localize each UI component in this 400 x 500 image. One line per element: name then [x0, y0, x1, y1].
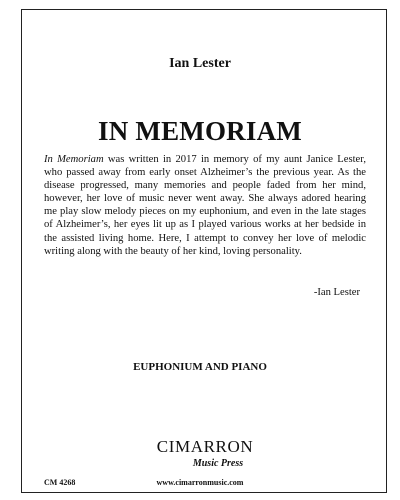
publisher-logo: [150, 435, 260, 471]
catalog-number: CM 4268: [44, 478, 76, 487]
publisher-website: www.cimarronmusic.com: [156, 478, 244, 487]
piece-title: IN MEMORIAM: [98, 116, 302, 146]
publisher-name: CIMARRON: [156, 437, 254, 456]
instrumentation: EUPHONIUM AND PIANO: [133, 361, 267, 373]
program-notes-title: In Memoriam: [44, 154, 104, 165]
program-notes-signature: -Ian Lester: [313, 287, 360, 298]
composer-name: Ian Lester: [169, 56, 231, 71]
publisher-subtitle: Music Press: [192, 458, 244, 469]
program-notes: [44, 153, 366, 258]
program-notes-body: was written in 2017 in memory of my aunt Janice Lester, who passed away from early onset Alzheimer’s the previous year. As the disease progressed, many memories and people faded from her mind, however, her love of music never went away. She always adored hearing me play slow melody pieces on my euphonium, and even in the late stages of Alzheimer’s, her eyes lit up as I played various works at her bedside in the assisted living home. Here, I attempt to convey her love of melodic writing along with the beauty of her kind, loving personality.: [44, 154, 366, 257]
